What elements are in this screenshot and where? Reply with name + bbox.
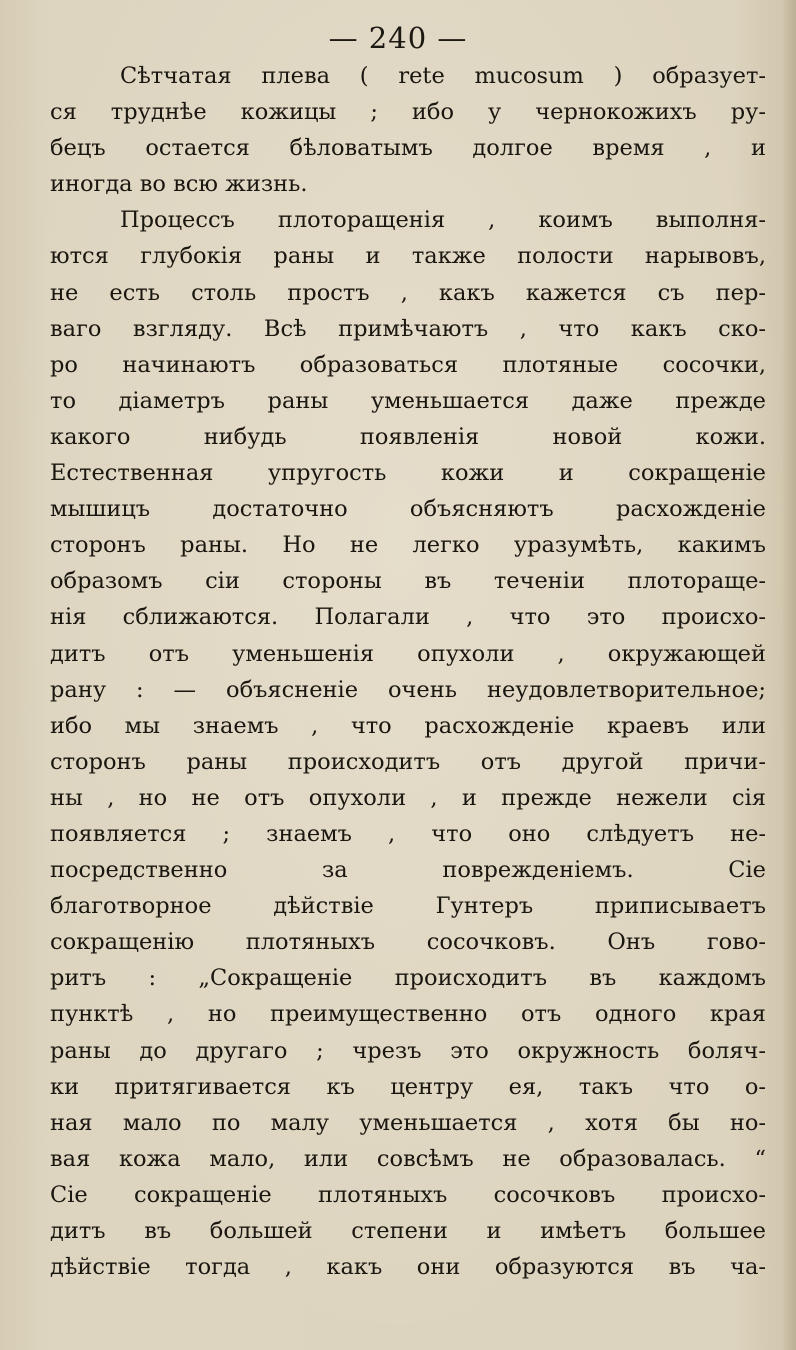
text-line: сторонъ раны. Но не легко уразумѣть, какимъ	[50, 532, 766, 559]
text-line: дитъ въ большей степени и имѣетъ большее	[50, 1218, 766, 1244]
text-line: ная мало по малу уменьшается , хотя бы но-	[50, 1109, 766, 1136]
page-edge-shadow	[782, 0, 796, 1350]
body-text	[50, 58, 766, 1285]
text-line: Естественная упругость кожи и сокращеніе	[50, 460, 766, 487]
text-line: появляется ; знаемъ , что оно слѣдуетъ не-	[50, 820, 766, 847]
text-line: сокращенію плотяныхъ сосочковъ. Онъ гово-	[50, 929, 766, 956]
text-line: ны , но не отъ опухоли , и прежде нежели сія	[50, 784, 766, 811]
text-line: ся труднѣе кожицы ; ибо у чернокожихъ ру-	[50, 99, 766, 126]
text-line: посредственно за поврежденіемъ. Сіе	[50, 857, 766, 884]
text-line: ваго взгляду. Всѣ примѣчаютъ , что какъ ско-	[50, 315, 766, 342]
text-line: Сіе сокращеніе плотяныхъ сосочковъ происхо-	[50, 1181, 766, 1208]
text-line: рану : — объясненіе очень неудовлетворительное;	[50, 676, 766, 703]
text-line: образомъ сіи стороны въ теченіи плотораще-	[50, 568, 766, 595]
text-line: Сѣтчатая плева ( rete mucosum ) образует-	[120, 63, 766, 89]
text-line: иногда во всю жизнь.	[50, 171, 308, 198]
page-number: — 240 —	[328, 21, 468, 55]
text-line: раны до другаго ; чрезъ это окружность боляч-	[50, 1037, 766, 1064]
text-line: благотворное дѣйствіе Гунтеръ приписываетъ	[50, 893, 766, 920]
text-line: дѣйствіе тогда , какъ они образуются въ ча-	[50, 1254, 766, 1281]
text-line: ки притягивается къ центру ея, такъ что о-	[50, 1073, 766, 1100]
text-line: вая кожа мало, или совсѣмъ не образовалась. “	[50, 1145, 766, 1172]
text-line: сторонъ раны происходитъ отъ другой причи-	[50, 748, 766, 775]
text-line: нія сближаются. Полагали , что это происхо-	[50, 604, 766, 631]
text-line: не есть столь простъ , какъ кажется съ пер-	[50, 279, 766, 306]
text-line: какого нибудь появленія новой кожи.	[50, 423, 766, 450]
text-line: пунктѣ , но преимущественно отъ одного края	[50, 1001, 766, 1028]
text-line: Процессъ плоторащенія , коимъ выполня-	[120, 207, 766, 234]
text-line: ро начинаютъ образоваться плотяные сосочки,	[50, 351, 766, 378]
text-line: дитъ отъ уменьшенія опухоли , окружающей	[50, 640, 766, 667]
text-line: бецъ остается бѣловатымъ долгое время , и	[50, 135, 766, 162]
text-line: ритъ : „Сокращеніе происходитъ въ каждомъ	[50, 965, 766, 992]
text-line: ются глубокія раны и также полости нарывовъ,	[50, 243, 766, 270]
text-line: ибо мы знаемъ , что расхожденіе краевъ или	[50, 712, 766, 739]
text-line: мышицъ достаточно объясняютъ расхожденіе	[50, 496, 766, 523]
text-line: то діаметръ раны уменьшается даже прежде	[50, 387, 766, 414]
